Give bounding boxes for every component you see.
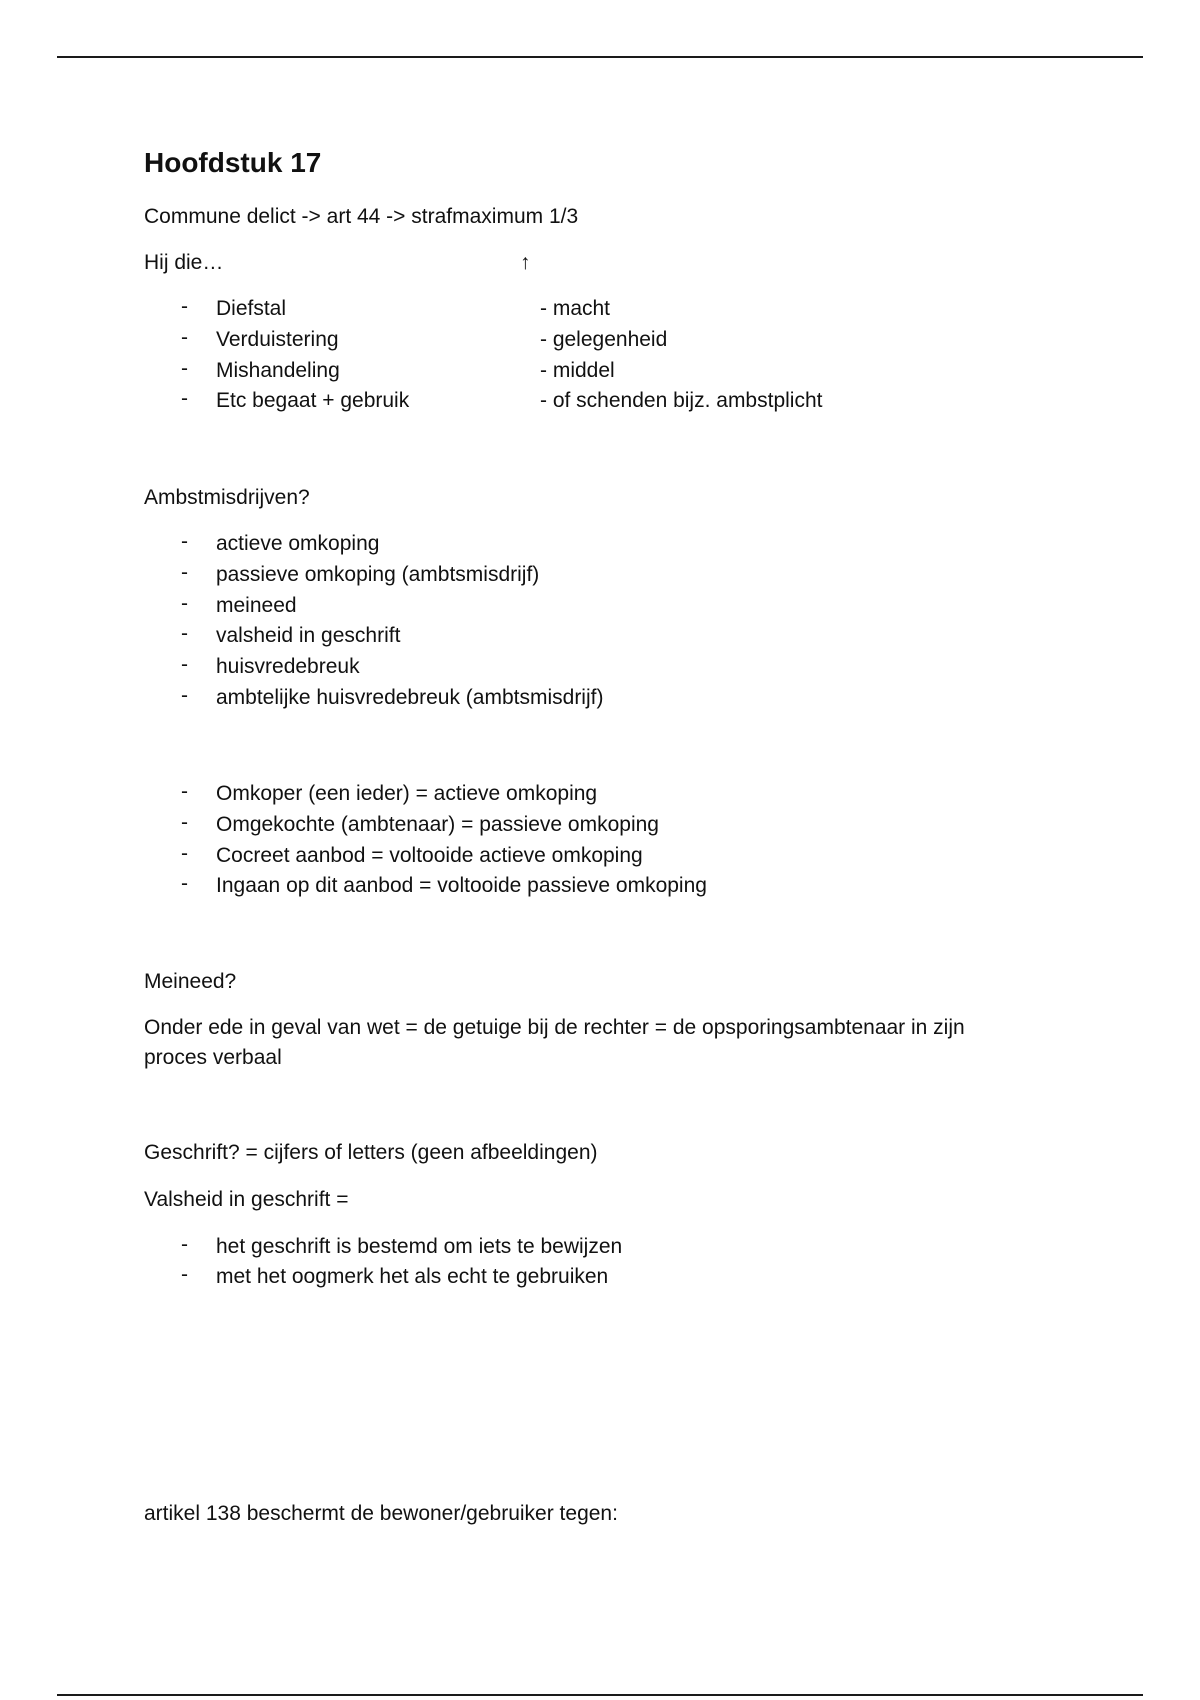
list-item: passieve omkoping (ambtsmisdrijf) xyxy=(216,563,540,586)
list-item: valsheid in geschrift xyxy=(216,624,401,647)
artikel-line: artikel 138 beschermt de bewoner/gebruiker tegen: xyxy=(144,1502,618,1525)
list-dash: - xyxy=(181,592,188,615)
list-dash: - xyxy=(181,653,188,676)
page-title: Hoofdstuk 17 xyxy=(144,147,322,178)
list-dash: - xyxy=(181,1263,188,1286)
list-item: Mishandeling xyxy=(216,359,340,382)
meineed-paragraph: Onder ede in geval van wet = de getuige bij de rechter = de opsporingsambtenaar in zijn proces verbaal xyxy=(144,1016,965,1069)
list-dash: - xyxy=(181,684,188,707)
list-dash: - xyxy=(181,811,188,834)
intro-line: Commune delict -> art 44 -> strafmaximum 1/3 xyxy=(144,205,579,228)
list-item: Diefstal xyxy=(216,297,287,320)
valsheid-line: Valsheid in geschrift = xyxy=(144,1188,349,1211)
list-dash: - xyxy=(181,387,188,410)
list-item: met het oogmerk het als echt te gebruiken xyxy=(216,1265,609,1288)
list-dash: - xyxy=(181,357,188,380)
ambts-heading: Ambstmisdrijven? xyxy=(144,486,310,509)
list-item: Ingaan op dit aanbod = voltooide passieve omkoping xyxy=(216,874,707,897)
list-item: ambtelijke huisvredebreuk (ambtsmisdrijf) xyxy=(216,686,604,709)
list-item: huisvredebreuk xyxy=(216,655,360,678)
list-item: Omkoper (een ieder) = actieve omkoping xyxy=(216,782,598,805)
list-dash: - xyxy=(181,780,188,803)
list-dash: - xyxy=(181,872,188,895)
list-dash: - xyxy=(181,561,188,584)
list-item: - macht xyxy=(540,297,611,320)
meineed-heading: Meineed? xyxy=(144,970,237,993)
list-dash: - xyxy=(181,842,188,865)
list-dash: - xyxy=(181,530,188,553)
list-item: Etc begaat + gebruik xyxy=(216,389,410,412)
geschrift-line: Geschrift? = cijfers of letters (geen afbeeldingen) xyxy=(144,1141,598,1164)
list-item: Cocreet aanbod = voltooide actieve omkoping xyxy=(216,844,643,867)
list-item: Omgekochte (ambtenaar) = passieve omkoping xyxy=(216,813,659,836)
header-rule xyxy=(57,56,1143,58)
list-item: - gelegenheid xyxy=(540,328,668,351)
list-dash: - xyxy=(181,1233,188,1256)
list-item: meineed xyxy=(216,594,297,617)
list-dash: - xyxy=(181,326,188,349)
list-item: - of schenden bijz. ambstplicht xyxy=(540,389,823,412)
list-item: Verduistering xyxy=(216,328,339,351)
list-dash: - xyxy=(181,295,188,318)
hij-die-line: Hij die… xyxy=(144,251,224,274)
list-item: het geschrift is bestemd om iets te bewijzen xyxy=(216,1235,623,1258)
list-item: - middel xyxy=(540,359,615,382)
list-item: actieve omkoping xyxy=(216,532,380,555)
footer-rule xyxy=(57,1694,1143,1696)
up-arrow-icon: ↑ xyxy=(520,251,531,274)
list-dash: - xyxy=(181,622,188,645)
